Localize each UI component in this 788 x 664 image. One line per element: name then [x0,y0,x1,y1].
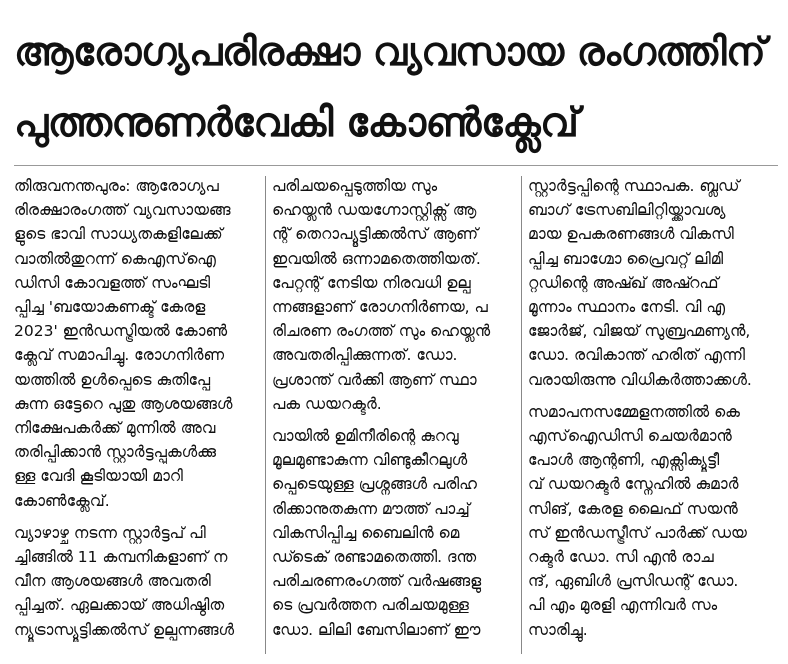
headline [14,18,774,158]
article-column-2 [272,174,520,654]
article-text-line: എസ്ഐഡിസി ചെയർമാൻ [528,427,732,446]
article-text-line: ഡോ. രവികാന്ത് ഹരിത് എന്നി [528,346,745,365]
article-paragraph [528,174,776,392]
article-text-line: തരിപ്പിക്കാൻ സ്റ്റാർട്ടപ്പുകൾക്കു [14,443,217,462]
article-text-line: രിക്കാനുതകുന്ന മൗത്ത് പാച്ച് [272,499,470,518]
article-text-line: സമാപനസമ്മേളനത്തിൽ കെ [528,402,740,421]
article-paragraph [528,400,776,642]
article-text-line: പ്പിച്ചത്. ഏലക്കായ് അധിഷ്ഠിത [14,596,225,615]
article-text-line: മൂന്നാം സ്ഥാനം നേടി. വി എ [528,298,726,317]
headline-divider [14,165,778,166]
column-separator [265,176,266,654]
article-text-line: പോൾ ആന്റണി, എക്സിക്യൂട്ടീ [528,451,720,470]
article-text-line: നിക്ഷേപകർക്ക് മുന്നിൽ അവ [14,419,216,438]
article-text-line: ഹെയ്ലൻ ഡയഗ്നോസ്റ്റിക്സ് ആ [272,201,477,220]
article-text-line: മൂലമുണ്ടാകുന്ന വിണ്ടുകീറലുൾ [272,451,468,470]
article-text-line: റക്ടർ ഡോ. സി എൻ രാച [528,548,714,567]
article-text-line: പേറ്റന്റ് നേടിയ നിരവധി ഉല്പ [272,273,471,292]
article-text-line: 2023' ഇൻഡസ്ട്രിയൽ കോൺ [14,322,228,341]
article-text-line: പരിചരണരംഗത്ത് വർഷങ്ങളു [272,572,482,591]
article-text-line: സിങ്, കേരള ലൈഫ് സയൻ [528,499,738,518]
article-text-line: ന്യൂട്രാസ്യൂട്ടിക്കൽസ് ഉല്പന്നങ്ങൾ [14,620,235,639]
article-text-line: വ്യാഴാഴ്ച നടന്ന സ്റ്റാർട്ടപ് പി [14,523,206,542]
headline-line-1: ആരോഗ്യപരിരക്ഷാ വ്യവസായ രംഗത്തിന് [14,30,766,75]
article-text-line: ളുടെ ഭാവി സാധ്യതകളിലേക്ക് [14,225,223,244]
headline-line-2: പുത്തനുണർവേകി കോൺക്ലേവ് [14,100,579,146]
article-text-line: ഡോ. ലിലി ബേസിലാണ് ഈ [272,620,481,639]
article-column-3 [528,174,776,654]
article-text-line: വാതിൽതുറന്ന് കെഎസ്ഐ [14,249,216,268]
article-text-line: പ്പെടെയുള്ള പ്രശ്നങ്ങൾ പരിഹ [272,475,477,494]
article-text-line: റ്റഡിന്റെ അഷ്ഖ് അഷ്റഫ് [528,273,719,292]
article-text-line: ച്ചിങ്ങിൽ 11 കമ്പനികളാണ് ന [14,548,228,567]
paragraph-gap [14,513,262,521]
article-text-line: സ്റ്റാർട്ടപ്പിന്റെ സ്ഥാപക. ബ്ലഡ് [528,177,740,195]
article-text-line: സ് ഇൻഡസ്ട്രീസ് പാർക്ക് ഡയ [528,523,747,542]
article-text-line: കുന്ന ഒട്ടേറെ പുതു ആശയങ്ങൾ [14,394,233,413]
article-text-line: തിരുവനന്തപുരം: ആരോഗ്യപ [14,177,219,195]
article-text-line: പ്പിച്ച ബാഗ്മോ പ്രൈവറ്റ് ലിമി [528,249,724,268]
article-text-line: അവതരിപ്പിക്കുന്നത്. ഡോ. [272,346,458,365]
article-text-line: വ് ഡയറക്ടർ സ്നേഹിൽ കുമാർ [528,475,739,494]
article-text-line: ന്നങ്ങളാണ് രോഗനിർണയ, പ [272,298,488,317]
article-text-line: വായിൽ ഉമിനീരിന്റെ കുറവു [272,427,459,446]
article-text-line: പ്പിച്ച 'ബയോകണക്ട് കേരള [14,298,206,317]
article-text-line: ന്ദ്, ഏബിൾ പ്രസിഡന്റ് ഡോ. [528,572,739,591]
article-text-line: കോൺക്ലേവ്. [14,491,110,510]
article-text-line: ള്ള വേദി കൂടിയായി മാറി [14,467,183,486]
paragraph-gap [272,416,520,424]
column-separator [521,176,522,654]
article-text-line: ബാഗ് ട്രേസബിലിറ്റിയ്ക്കാവശ്യ [528,201,726,220]
paragraph-gap [528,392,776,400]
article-text-line: സാരിച്ചു. [528,620,588,639]
article-text-line: പ്രശാന്ത് വർക്കി ആണ് സ്ഥാ [272,370,477,389]
article-paragraph [272,424,520,642]
article-text-line: ക്ലേവ് സമാപിച്ചു. രോഗനിർണ [14,346,225,365]
article-text-line: ഡ്ടെക് രണ്ടാമതെത്തി. ദന്ത [272,548,477,567]
article-text-line: ഇവയിൽ ഒന്നാമതെത്തിയത്. [272,249,481,268]
article-text-line: വരായിരുന്നു വിധികർത്താക്കൾ. [528,370,752,389]
article-text-line: യത്തിൽ ഉൾപ്പെടെ കുതിപ്പേ [14,370,211,389]
article-text-line: ന്റ് തെറാപ്യൂട്ടിക്കൽസ് ആണ് [272,225,479,244]
article-text-line: വീന ആശയങ്ങൾ അവതരി [14,572,211,591]
article-text-line: പരിചയപ്പെടുത്തിയ സും [272,177,438,195]
article-paragraph [272,174,520,416]
article-text-line: രിചരണ രംഗത്ത് സും ഹെയ്ലൻ [272,322,491,341]
article-text-line: ഡിസി കോവളത്ത് സംഘടി [14,273,211,292]
article-text-line: ടെ പ്രവർത്തന പരിചയമുള്ള [272,596,469,615]
article-text-line: ജോർജ്, വിജയ് സുബ്രഹ്മണ്യൻ, [528,322,751,341]
article-paragraph [14,174,262,513]
article-column-1 [14,174,262,654]
article-text-line: പി എം മുരളി എന്നിവർ സം [528,596,718,615]
article-text-line: പക ഡയറക്ടർ. [272,394,382,413]
article-paragraph [14,521,262,642]
article-text-line: രിരക്ഷാരംഗത്ത് വ്യവസായങ്ങ [14,201,231,220]
article-text-line: വികസിപ്പിച്ച ബൈലിൻ മെ [272,523,460,542]
article-text-line: മായ ഉപകരണങ്ങൾ വികസി [528,225,734,244]
